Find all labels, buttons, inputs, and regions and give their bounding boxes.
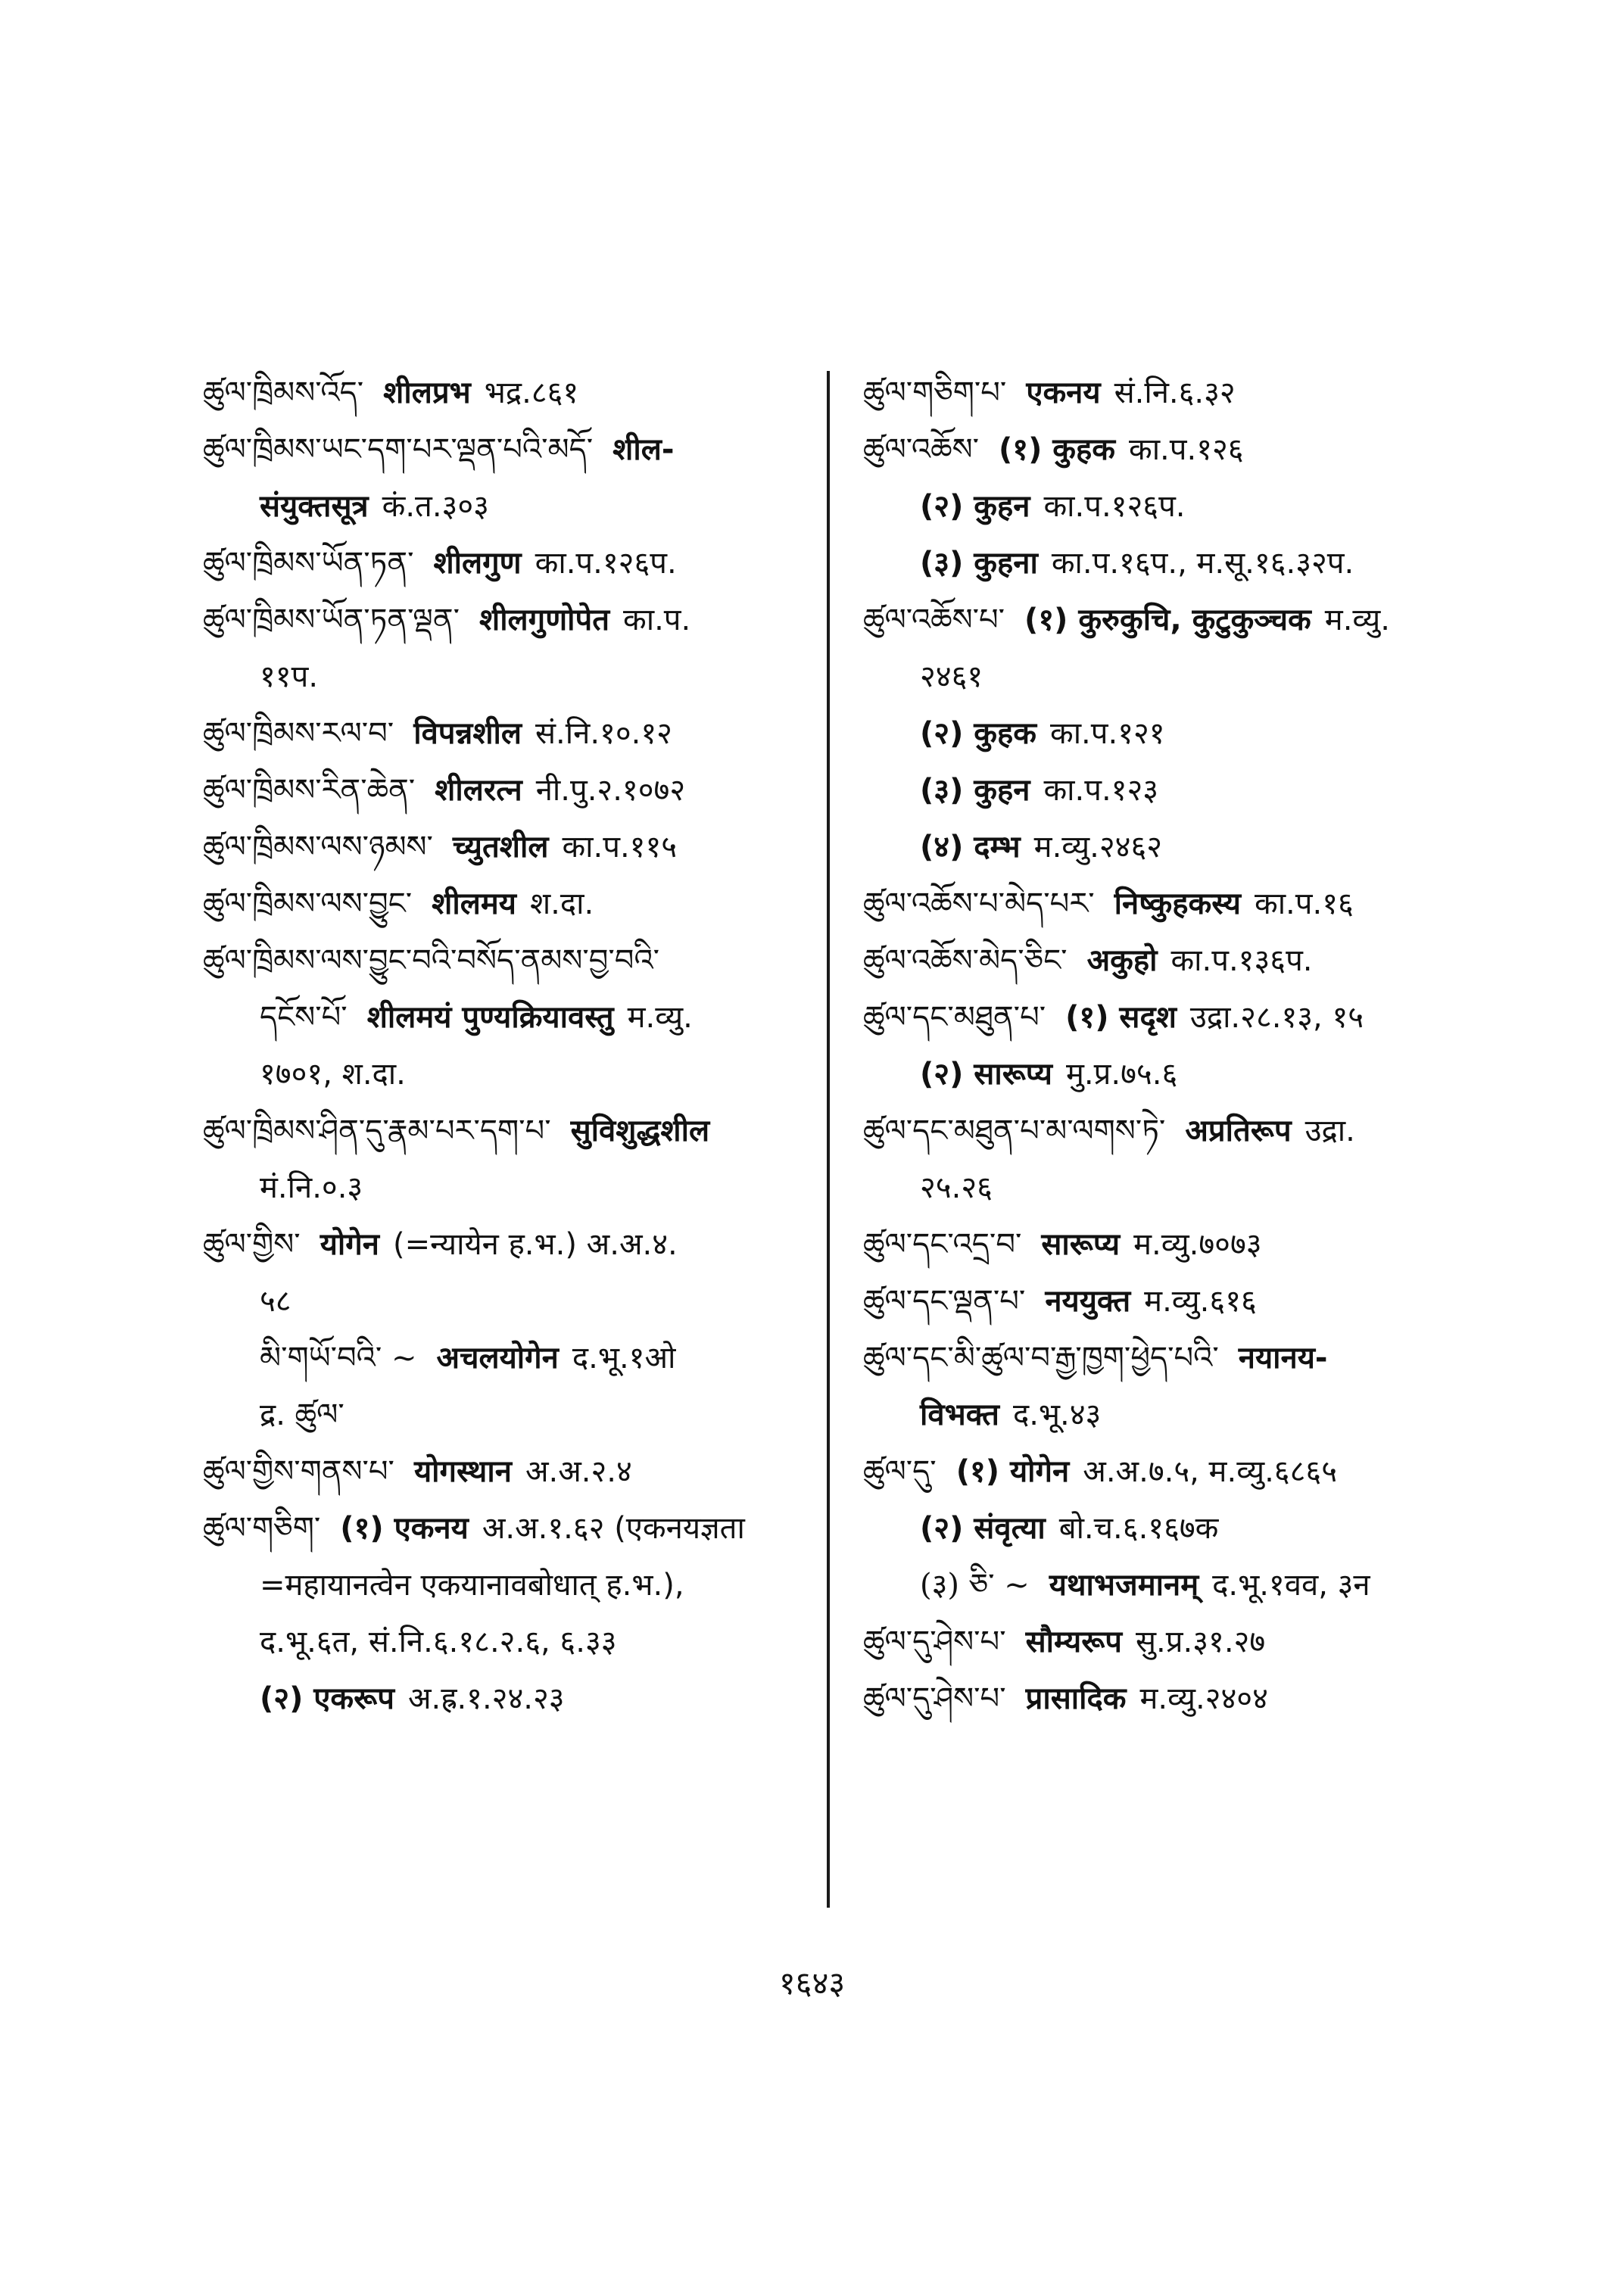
sanskrit-equivalent: (१) योगेन — [955, 1454, 1070, 1489]
entry-line — [203, 1273, 809, 1330]
left-column — [203, 365, 809, 1728]
source-reference: बो.च.६.१६७क — [1058, 1511, 1219, 1546]
tibetan-headword: ཚུལ་ཁྲིམས་རིན་ཆེན་ — [203, 773, 416, 808]
sanskrit-equivalent: (१) सदृश — [1065, 1000, 1177, 1035]
source-reference: सु.प्र.३१.२७ — [1136, 1625, 1266, 1659]
reference-continuation: द्र. ཚུལ་ — [260, 1397, 344, 1432]
source-reference: का.प.१६ — [1254, 886, 1354, 921]
sanskrit-equivalent: योगस्थान — [413, 1454, 512, 1489]
tibetan-headword: ཚུལ་ཁྲིམས་རལ་བ་ — [203, 716, 394, 751]
tibetan-headword: ཚུལ་དང་མཐུན་པ་ — [863, 1000, 1046, 1035]
reference-continuation: मं.नि.०.३ — [260, 1170, 363, 1205]
tibetan-headword: ཚུལ་ཁྲིམས་ལས་ཉམས་ — [203, 830, 433, 865]
entry-line — [203, 1557, 809, 1614]
source-reference: म.व्यु.७०७३ — [1133, 1227, 1262, 1262]
source-reference: का.प.११५ — [562, 830, 678, 865]
source-reference: म.व्यु.२४६२ — [1033, 830, 1163, 865]
column-divider — [827, 371, 830, 1908]
sanskrit-equivalent: अचलयोगेन — [436, 1341, 559, 1375]
entry-line — [863, 478, 1461, 535]
sanskrit-equivalent: अप्रतिरूप — [1185, 1114, 1292, 1148]
tibetan-headword: ཚུལ་ཁྲིམས་ཤིན་དུ་རྣམ་པར་དག་པ་ — [203, 1114, 551, 1148]
source-reference: अ.अ.१.६२ (एकनयज्ञता — [482, 1511, 745, 1546]
page-number: १६४३ — [778, 1964, 846, 2002]
sanskrit-equivalent: (४) दम्भ — [920, 830, 1021, 865]
sanskrit-equivalent: (२) एकरूप — [260, 1681, 394, 1716]
source-reference: का.प. — [623, 603, 691, 637]
entry-line — [203, 1160, 809, 1217]
sanskrit-equivalent: यथाभजमानम् — [1049, 1568, 1199, 1603]
reference-continuation: २५.२६ — [920, 1170, 993, 1205]
tibetan-headword: ཚུལ་འཆོས་མེད་ཅིང་ — [863, 943, 1068, 978]
entry-line — [203, 1671, 809, 1728]
tibetan-headword: ཚུལ་ཁྲིམས་ཡོན་ཏན་ལྡན་ — [203, 603, 460, 637]
reference-continuation: द.भू.६त, सं.नि.६.१८.२.६, ६.३३ — [260, 1625, 617, 1659]
reference-continuation: ११प. — [260, 659, 319, 694]
tibetan-headword: ཚུལ་དུ་ཤེས་པ་ — [863, 1681, 1006, 1716]
sanskrit-equivalent: सुविशुद्धशील — [570, 1114, 710, 1148]
entry-line — [863, 1614, 1461, 1671]
entry-line — [203, 592, 809, 649]
entry-line — [863, 592, 1461, 649]
entry-line — [203, 876, 809, 933]
source-reference: भद्र.८६१ — [484, 375, 579, 410]
entry-line — [203, 535, 809, 592]
source-reference: द.भू.४३ — [1012, 1397, 1102, 1432]
tibetan-headword: ཚུལ་གཅིག་ — [203, 1511, 321, 1546]
sanskrit-equivalent: (२) सारूप्य — [920, 1057, 1053, 1092]
sanskrit-equivalent: (३) कुहन — [920, 773, 1030, 808]
entry-line — [203, 819, 809, 876]
tibetan-phrase: མི་གཡོ་བའི་ ~ — [260, 1341, 417, 1375]
source-reference: द.भू.१वव, ३न — [1212, 1568, 1370, 1603]
entry-line — [863, 1103, 1461, 1160]
tibetan-headword: ཚུལ་དང་ལྡན་པ་ — [863, 1284, 1026, 1319]
tibetan-phrase: དངོས་པོ་ — [260, 1000, 348, 1035]
sanskrit-equivalent: (३) कुहना — [920, 546, 1038, 581]
tibetan-headword: ཚུལ་འཆོས་ — [863, 432, 979, 467]
sanskrit-equivalent: नयानय- — [1238, 1341, 1328, 1375]
tibetan-headword: ཚུལ་ཁྲིམས་ཡོན་ཏན་ — [203, 546, 414, 581]
sanskrit-equivalent: (१) कुरुकुचि, कुटुकुञ्चक — [1024, 603, 1311, 637]
tibetan-headword: ཚུལ་འཆོས་པ་ — [863, 603, 1005, 637]
sanskrit-equivalent: (१) कुहक — [999, 432, 1115, 467]
entry-line — [863, 1387, 1461, 1444]
tibetan-headword: ཚུལ་འཆོས་པ་མེད་པར་ — [863, 886, 1095, 921]
entry-line — [863, 1444, 1461, 1500]
source-reference: म.व्यु. — [1324, 603, 1391, 637]
tibetan-headword: ཚུལ་གཅིག་པ་ — [863, 375, 1007, 410]
source-reference: म.व्यु. — [627, 1000, 693, 1035]
entry-line — [863, 762, 1461, 819]
sanskrit-equivalent: शीलमय — [432, 886, 516, 921]
sanskrit-equivalent: निष्कुहकस्य — [1114, 886, 1241, 921]
sanskrit-equivalent: अकुहो — [1086, 943, 1158, 978]
entry-line — [863, 422, 1461, 478]
source-reference: म.व्यु.२४०४ — [1139, 1681, 1268, 1716]
entry-line — [203, 989, 809, 1046]
sanskrit-equivalent: शीलरत्न — [435, 773, 522, 808]
source-reference: कं.त.३०३ — [382, 489, 489, 524]
sanskrit-equivalent: सौम्यरूप — [1025, 1625, 1123, 1659]
entry-line — [203, 762, 809, 819]
entry-line — [203, 422, 809, 478]
source-reference: अ.ह्र.१.२४.२३ — [407, 1681, 565, 1716]
source-reference: का.प.१२६प. — [1043, 489, 1186, 524]
sanskrit-equivalent: च्युतशील — [452, 830, 549, 865]
sanskrit-equivalent: शीलमयं पुण्यक्रियावस्तु — [366, 1000, 614, 1035]
tibetan-phrase: (३) ཅི་ ~ — [920, 1568, 1030, 1603]
source-reference: श.दा. — [529, 886, 594, 921]
source-reference: सं.नि.१०.१२ — [535, 716, 672, 751]
entry-line — [863, 1160, 1461, 1217]
reference-continuation: =महायानत्वेन एकयानावबोधात् ह.भ.), — [260, 1568, 684, 1603]
sanskrit-equivalent: शीलप्रभ — [383, 375, 471, 410]
sanskrit-equivalent: योगेन — [320, 1227, 379, 1262]
sanskrit-continuation: संयुक्तसूत्र — [260, 489, 369, 524]
entry-line — [863, 706, 1461, 762]
entry-line — [203, 1046, 809, 1103]
reference-continuation: १७०१, श.दा. — [260, 1057, 406, 1092]
entry-line — [203, 706, 809, 762]
entry-line — [863, 365, 1461, 422]
tibetan-headword: ཚུལ་དུ་ཤེས་པ་ — [863, 1625, 1006, 1659]
entry-line — [863, 1046, 1461, 1103]
source-reference: (=न्यायेन ह.भ.) अ.अ.४. — [392, 1227, 678, 1262]
entry-line — [203, 1330, 809, 1387]
source-reference: उद्रा. — [1304, 1114, 1355, 1148]
source-reference: सं.नि.६.३२ — [1114, 375, 1236, 410]
sanskrit-equivalent: (२) कुहन — [920, 489, 1030, 524]
sanskrit-equivalent: शील- — [613, 432, 675, 467]
source-reference: उद्रा.२८.१३, १५ — [1189, 1000, 1364, 1035]
sanskrit-equivalent: प्रासादिक — [1025, 1681, 1127, 1716]
entry-line — [203, 1387, 809, 1444]
sanskrit-equivalent: विपन्नशील — [413, 716, 522, 751]
entry-line — [203, 1614, 809, 1671]
source-reference: का.प.१२६ — [1128, 432, 1244, 467]
entry-line — [203, 1217, 809, 1273]
tibetan-headword: ཚུལ་ཁྲིམས་ཡང་དག་པར་ལྡན་པའི་མདོ་ — [203, 432, 594, 467]
tibetan-headword: ཚུལ་དང་མི་ཚུལ་བ་རྒྱ་ཁྱག་ཕྱེད་པའི་ — [863, 1341, 1219, 1375]
entry-line — [863, 1330, 1461, 1387]
tibetan-headword: ཚུལ་ཁྲིམས་འོད་ — [203, 375, 364, 410]
source-reference: का.प.१६प., म.सू.१६.३२प. — [1051, 546, 1354, 581]
source-reference: का.प.१२३ — [1043, 773, 1159, 808]
sanskrit-equivalent: एकनय — [1026, 375, 1101, 410]
sanskrit-equivalent: (२) संवृत्या — [920, 1511, 1046, 1546]
source-reference: द.भू.१ओ — [572, 1341, 676, 1375]
source-reference: अ.अ.२.४ — [525, 1454, 632, 1489]
tibetan-headword: ཚུལ་གྱིས་གནས་པ་ — [203, 1454, 394, 1489]
tibetan-headword: ཚུལ་དུ་ — [863, 1454, 937, 1489]
entry-line — [863, 1500, 1461, 1557]
entry-line — [203, 478, 809, 535]
entry-line — [863, 933, 1461, 989]
entry-line — [863, 1671, 1461, 1728]
entry-line — [203, 1444, 809, 1500]
sanskrit-equivalent: विभक्त — [920, 1397, 999, 1432]
entry-line — [863, 649, 1461, 706]
reference-continuation: २४६१ — [920, 659, 983, 694]
sanskrit-equivalent: शीलगुणोपेत — [479, 603, 609, 637]
entry-line — [203, 649, 809, 706]
source-reference: मु.प्र.७५.६ — [1066, 1057, 1178, 1092]
entry-line — [863, 819, 1461, 876]
source-reference: का.प.१३६प. — [1170, 943, 1313, 978]
sanskrit-equivalent: शीलगुण — [433, 546, 522, 581]
entry-line — [203, 933, 809, 989]
entry-line — [863, 1217, 1461, 1273]
tibetan-headword: ཚུལ་གྱིས་ — [203, 1227, 301, 1262]
source-reference: का.प.१२१ — [1049, 716, 1165, 751]
sanskrit-equivalent: नययुक्त — [1045, 1284, 1131, 1319]
sanskrit-equivalent: (१) एकनय — [340, 1511, 469, 1546]
sanskrit-equivalent: सारूप्य — [1041, 1227, 1121, 1262]
tibetan-headword: ཚུལ་ཁྲིམས་ལས་བྱུང་བའི་བསོད་ནམས་བྱ་བའི་ — [203, 943, 660, 978]
entry-line — [863, 989, 1461, 1046]
source-reference: का.प.१२६प. — [535, 546, 677, 581]
reference-continuation: ५८ — [260, 1284, 291, 1319]
tibetan-headword: ཚུལ་དང་མཐུན་པ་མ་ལགས་ཏེ་ — [863, 1114, 1166, 1148]
source-reference: म.व्यु.६१६ — [1144, 1284, 1257, 1319]
sanskrit-equivalent: (२) कुहक — [920, 716, 1036, 751]
right-column — [863, 365, 1461, 1728]
entry-line — [203, 1500, 809, 1557]
entry-line — [863, 1273, 1461, 1330]
source-reference: नी.पु.२.१०७२ — [535, 773, 686, 808]
tibetan-headword: ཚུལ་ཁྲིམས་ལས་བྱུང་ — [203, 886, 413, 921]
source-reference: अ.अ.७.५, म.व्यु.६८६५ — [1083, 1454, 1337, 1489]
entry-line — [863, 876, 1461, 933]
entry-line — [863, 1557, 1461, 1614]
entry-line — [863, 535, 1461, 592]
entry-line — [203, 365, 809, 422]
tibetan-headword: ཚུལ་དང་འདྲ་བ་ — [863, 1227, 1022, 1262]
entry-line — [203, 1103, 809, 1160]
